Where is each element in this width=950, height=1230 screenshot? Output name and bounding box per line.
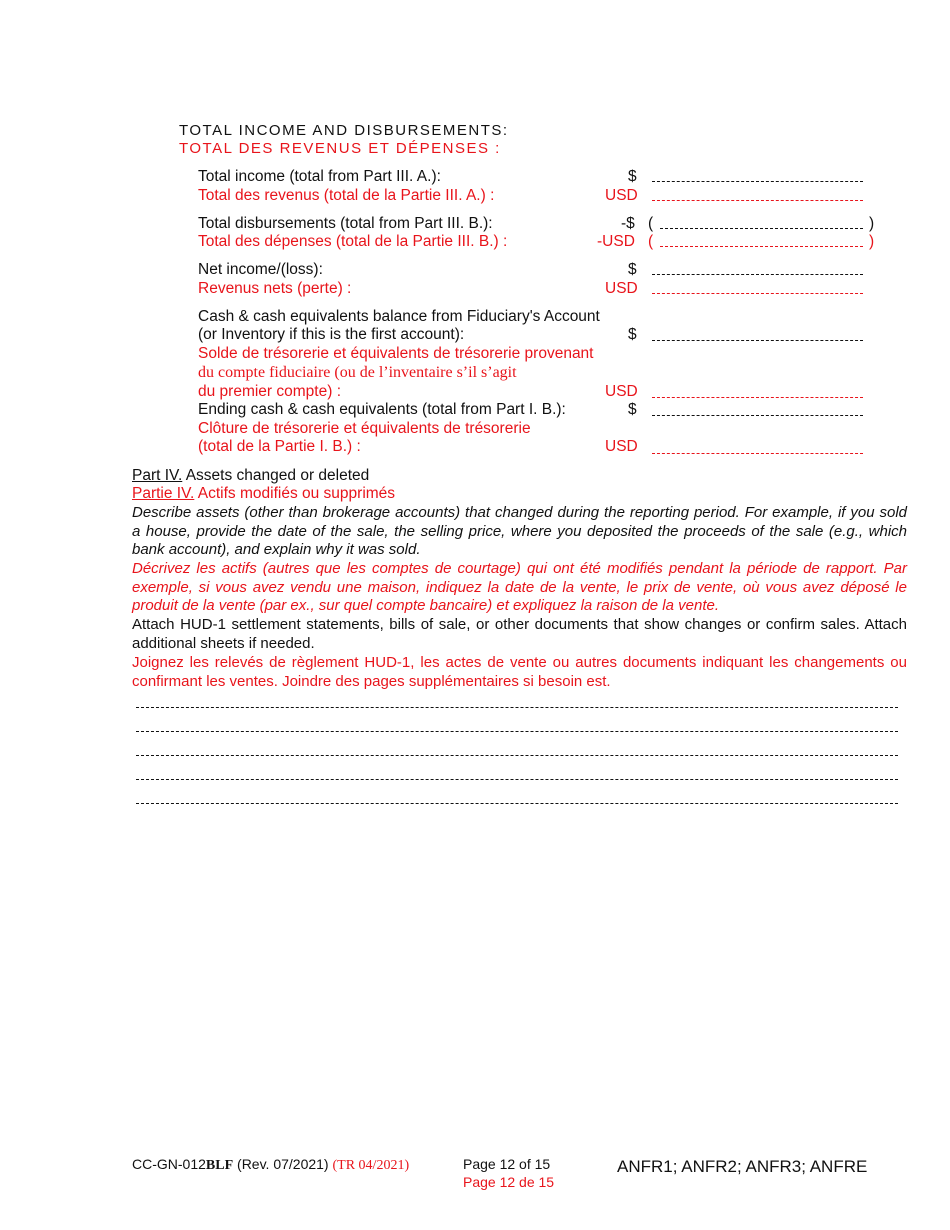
page-number-en: Page 12 of 15	[463, 1156, 551, 1172]
net-label-en: Net income/(loss):	[198, 261, 323, 278]
assets-description-line-5[interactable]	[136, 803, 898, 804]
disbursements-close-paren: )	[869, 215, 875, 232]
ending-cash-label-en: Ending cash & cash equivalents (total from Part I. B.):	[198, 401, 566, 418]
ending-cash-currency-en: $	[628, 401, 637, 418]
net-amount-field[interactable]	[652, 274, 863, 275]
assets-description-line-1[interactable]	[136, 707, 898, 708]
assets-description-line-2[interactable]	[136, 731, 898, 732]
part4-heading-en	[132, 467, 369, 485]
cash-balance-label-en-2: (or Inventory if this is the first account):	[198, 326, 465, 343]
form-translation-date: (TR 04/2021)	[332, 1158, 410, 1173]
net-currency-en: $	[628, 261, 637, 278]
form-identifier	[132, 1155, 409, 1175]
assets-description-line-4[interactable]	[136, 779, 898, 780]
ending-cash-amount-field[interactable]	[652, 415, 863, 416]
disbursements-amount-field-fr[interactable]	[660, 246, 863, 247]
ending-cash-label-fr-1: Clôture de trésorerie et équivalents de trésorerie	[198, 420, 531, 437]
income-label-en: Total income (total from Part III. A.):	[198, 168, 441, 185]
form-codes: ANFR1; ANFR2; ANFR3; ANFRE	[617, 1157, 868, 1176]
part4-describe-fr: Décrivez les actifs (autres que les comptes de courtage) qui ont été modifiés pendant la période de rapport. Par exemple, si vous avez vendu une maison, indiquez la date de la vente, le prix de vente, où vous avez déposé le produit de la vente (par ex., sur quel compte bancaire) et expliquez la raison de la vente.	[132, 560, 907, 614]
part4-title-fr: Actifs modifiés ou supprimés	[197, 485, 396, 502]
part4-describe-en: Describe assets (other than brokerage accounts) that changed during the reporting period. For example, if you sold a house, provide the date of the sale, the selling price, where you deposited the proceeds of the sale (e.g., which bank account), and explain why it was sold.	[132, 504, 907, 558]
part4-label-en: Part IV.	[132, 467, 183, 484]
net-currency-fr: USD	[605, 280, 638, 297]
cash-balance-label-fr-2: du compte fiduciaire (ou de l’inventaire s’il s’agit	[198, 364, 517, 381]
net-amount-field-fr[interactable]	[652, 293, 863, 294]
cash-balance-amount-field-fr[interactable]	[652, 397, 863, 398]
income-label-fr: Total des revenus (total de la Partie III. A.) :	[198, 187, 495, 204]
cash-balance-currency-en: $	[628, 326, 637, 343]
assets-description-line-3[interactable]	[136, 755, 898, 756]
disbursements-currency-en: -$	[621, 215, 635, 232]
part4-label-fr: Partie IV.	[132, 485, 195, 502]
cash-balance-label-fr-3: du premier compte) :	[198, 383, 341, 400]
disbursements-open-paren-fr: (	[648, 233, 654, 250]
disbursements-label-en: Total disbursements (total from Part III. B.):	[198, 215, 493, 232]
disbursements-currency-fr: -USD	[597, 233, 635, 250]
cash-balance-currency-fr: USD	[605, 383, 638, 400]
ending-cash-amount-field-fr[interactable]	[652, 453, 863, 454]
cash-balance-label-fr-1: Solde de trésorerie et équivalents de trésorerie provenant	[198, 345, 594, 362]
disbursements-label-fr: Total des dépenses (total de la Partie III. B.) :	[198, 233, 508, 250]
part4-heading-fr	[132, 485, 395, 503]
disbursements-open-paren: (	[648, 215, 654, 232]
disbursements-amount-field[interactable]	[660, 228, 863, 229]
income-amount-field[interactable]	[652, 181, 863, 182]
income-currency-en: $	[628, 168, 637, 185]
ending-cash-currency-fr: USD	[605, 438, 638, 455]
income-amount-field-fr[interactable]	[652, 200, 863, 201]
part4-title-en: Assets changed or deleted	[185, 467, 370, 484]
part4-attach-fr: Joignez les relevés de règlement HUD-1, les actes de vente ou autres documents indiquant les changements ou confirmant les ventes. Joindre des pages supplémentaires si besoin est.	[132, 654, 907, 690]
form-code: CC-GN-012	[132, 1156, 206, 1172]
net-label-fr: Revenus nets (perte) :	[198, 280, 352, 297]
cash-balance-amount-field[interactable]	[652, 340, 863, 341]
totals-heading-en: TOTAL INCOME AND DISBURSEMENTS:	[179, 122, 509, 139]
part4-attach-en: Attach HUD-1 settlement statements, bills of sale, or other documents that show changes or confirm sales. Attach additional sheets if needed.	[132, 616, 907, 652]
income-currency-fr: USD	[605, 187, 638, 204]
ending-cash-label-fr-2: (total de la Partie I. B.) :	[198, 438, 361, 455]
form-suffix: BLF	[205, 1158, 234, 1173]
totals-heading-fr: TOTAL DES REVENUS ET DÉPENSES :	[179, 140, 501, 157]
form-revision: (Rev. 07/2021)	[237, 1156, 329, 1172]
disbursements-close-paren-fr: )	[869, 233, 875, 250]
page-number-fr: Page 12 de 15	[463, 1174, 555, 1190]
cash-balance-label-en-1: Cash & cash equivalents balance from Fiduciary's Account	[198, 308, 600, 325]
